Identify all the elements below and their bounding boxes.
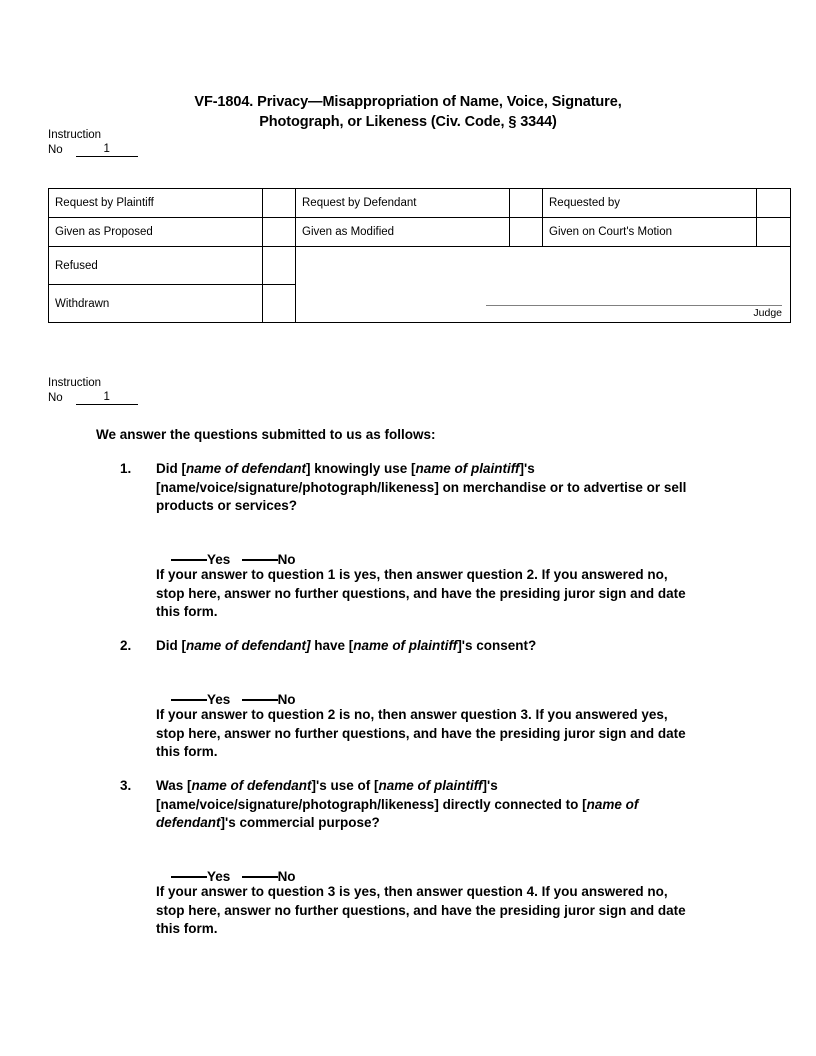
- question-1: [120, 460, 720, 516]
- cell-request-by-defendant: Request by Defendant: [296, 189, 510, 218]
- question-1-row: [120, 460, 720, 516]
- checkbox-given-on-courts-motion[interactable]: [757, 218, 791, 247]
- checkbox-requested-by[interactable]: [757, 189, 791, 218]
- question-2-no-label: No: [277, 691, 296, 707]
- checkbox-given-as-proposed[interactable]: [263, 218, 296, 247]
- question-3: [120, 777, 720, 833]
- instruction-no-label-second: No: [48, 392, 63, 404]
- checkbox-request-by-plaintiff[interactable]: [263, 189, 296, 218]
- question-3-no-blank[interactable]: [242, 876, 278, 878]
- instruction-no-label-top: No: [48, 144, 63, 156]
- question-1-number: 1.: [120, 461, 132, 476]
- question-2-row: [120, 637, 720, 656]
- table-row: [49, 189, 791, 218]
- question-1-no-label: No: [277, 551, 296, 567]
- question-2-no-blank[interactable]: [242, 699, 278, 701]
- question-3-number: 3.: [120, 778, 132, 793]
- disposition-table: [48, 188, 791, 323]
- table-row: [49, 218, 791, 247]
- verdict-lead-in: We answer the questions submitted to us as follows:: [96, 427, 436, 442]
- question-2-text: Did [name of defendant] have [name of plaintiff]'s consent?: [156, 638, 537, 653]
- instruction-label-second: Instruction: [48, 377, 102, 389]
- instruction-number-top: [48, 128, 138, 158]
- page-title-line-2: Photograph, or Likeness (Civ. Code, § 3344): [259, 114, 557, 130]
- question-2-note: If your answer to question 2 is no, then answer question 3. If you answered yes, stop here, answer no further questions, and have the presiding juror sign and date this form.: [156, 707, 686, 759]
- instruction-no-row-top: [48, 143, 138, 158]
- question-1-text: Did [name of defendant] knowingly use [name of plaintiff]'s [name/voice/signature/photograph/likeness] on merchandise or to advertise or sell products or services?: [156, 461, 687, 513]
- table-row: [49, 247, 791, 285]
- question-2-yes-blank[interactable]: [171, 699, 207, 701]
- question-2: [120, 637, 720, 656]
- checkbox-withdrawn[interactable]: [263, 285, 296, 323]
- instruction-no-field-top[interactable]: 1: [76, 142, 138, 157]
- cell-refused: Refused: [49, 247, 263, 285]
- question-2-yes-label: Yes: [207, 691, 231, 707]
- question-3-note: If your answer to question 3 is yes, then answer question 4. If you answered no, stop here, answer no further questions, and have the presiding juror sign and date this form.: [156, 884, 686, 936]
- instruction-no-row-second: [48, 391, 138, 406]
- instruction-number-second: [48, 376, 138, 406]
- judge-signature-area[interactable]: [486, 305, 782, 320]
- cell-requested-by: Requested by: [543, 189, 757, 218]
- page-title: [108, 92, 708, 132]
- question-3-text: Was [name of defendant]'s use of [name of plaintiff]'s [name/voice/signature/photograph/likeness] directly connected to [name of defendant]'s commercial purpose?: [156, 778, 639, 830]
- question-1-yes-blank[interactable]: [171, 559, 207, 561]
- instruction-label-top: Instruction: [48, 129, 102, 141]
- question-3-no-label: No: [277, 868, 296, 884]
- page-title-line-1: VF-1804. Privacy—Misappropriation of Name, Voice, Signature,: [194, 94, 622, 110]
- question-1-note: If your answer to question 1 is yes, then answer question 2. If you answered no, stop here, answer no further questions, and have the presiding juror sign and date this form.: [156, 567, 686, 619]
- judge-signature-label: Judge: [753, 307, 782, 319]
- checkbox-request-by-defendant[interactable]: [510, 189, 543, 218]
- judge-signature-cell[interactable]: [296, 247, 791, 323]
- question-3-row: [120, 777, 720, 833]
- instruction-no-field-second[interactable]: 1: [76, 390, 138, 405]
- question-3-yes-blank[interactable]: [171, 876, 207, 878]
- cell-withdrawn: Withdrawn: [49, 285, 263, 323]
- cell-request-by-plaintiff: Request by Plaintiff: [49, 189, 263, 218]
- question-3-yes-label: Yes: [207, 868, 231, 884]
- cell-given-as-modified: Given as Modified: [296, 218, 510, 247]
- question-2-number: 2.: [120, 638, 132, 653]
- cell-given-as-proposed: Given as Proposed: [49, 218, 263, 247]
- checkbox-given-as-modified[interactable]: [510, 218, 543, 247]
- cell-given-on-courts-motion: Given on Court's Motion: [543, 218, 757, 247]
- question-1-yes-label: Yes: [207, 551, 231, 567]
- question-1-no-blank[interactable]: [242, 559, 278, 561]
- checkbox-refused[interactable]: [263, 247, 296, 285]
